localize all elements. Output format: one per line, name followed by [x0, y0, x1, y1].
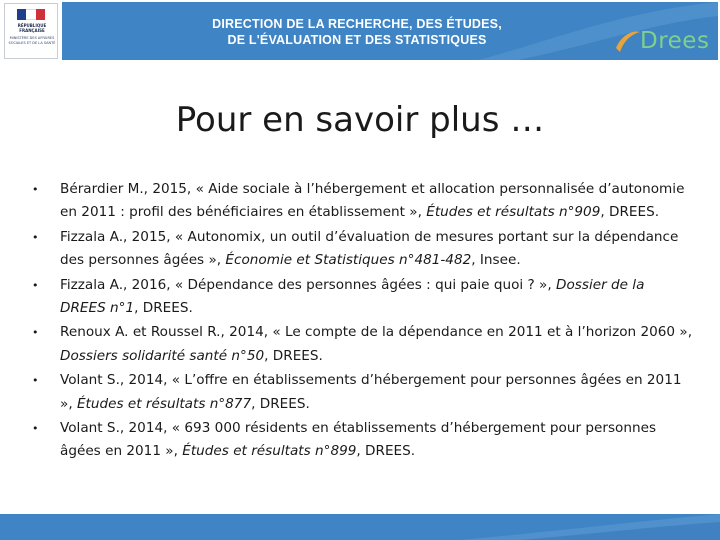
bullet-icon: •: [32, 374, 39, 388]
reference-publisher: , Insee.: [471, 252, 521, 269]
reference-text: Volant S., 2014, « L’offre en établissements d’hébergement pour personnes âgées en 2011 »,: [60, 372, 682, 412]
reference-publication: Études et résultats n°899: [182, 443, 357, 460]
reference-publication: Dossiers solidarité santé n°50: [60, 347, 265, 364]
drees-brand-logo: Drees: [640, 28, 710, 54]
reference-publication: Économie et Statistiques n°481-482: [225, 252, 472, 269]
reference-item: [32, 226, 692, 273]
ministry-text: MINISTÈRE DES AFFAIRES SOCIALES ET DE LA SANTÉ: [8, 36, 56, 45]
reference-publication: Dossier de la DREES n°1: [60, 276, 645, 317]
page-title: Pour en savoir plus …: [175, 100, 545, 140]
bullet-icon: •: [32, 326, 39, 340]
footer-band: [0, 514, 720, 540]
french-flag-icon: [17, 9, 45, 20]
reference-publication: Études et résultats n°909: [426, 204, 601, 221]
drees-swirl-icon: [612, 26, 642, 56]
reference-list: [32, 178, 692, 465]
reference-text: Renoux A. et Roussel R., 2014, « Le compte de la dépendance en 2011 et à l’horizon 2060 »,: [60, 324, 693, 341]
republic-text: RÉPUBLIQUE FRANÇAISE: [17, 23, 47, 33]
reference-item: [32, 274, 692, 321]
banner-title-line2: DE L'ÉVALUATION ET DES STATISTIQUES: [227, 33, 487, 47]
reference-publisher: , DREES.: [600, 204, 660, 221]
reference-publisher: , DREES.: [134, 300, 193, 317]
reference-publisher: , DREES.: [251, 395, 310, 412]
ministry-logo: [4, 3, 58, 59]
reference-publication: Études et résultats n°877: [76, 395, 252, 412]
bullet-icon: •: [32, 278, 39, 292]
reference-publisher: , DREES.: [356, 443, 416, 460]
banner-title-line1: DIRECTION DE LA RECHERCHE, DES ÉTUDES,: [212, 17, 502, 31]
reference-item: [32, 178, 692, 225]
reference-text: Bérardier M., 2015, « Aide sociale à l’hébergement et allocation personnalisée d’autonomie en 2011 : profil des bénéficiaires en établissement »,: [60, 181, 685, 221]
bullet-icon: •: [32, 422, 39, 436]
bullet-icon: •: [32, 183, 39, 196]
reference-text: Fizzala A., 2015, « Autonomix, un outil d’évaluation de mesures portant sur la dépendance des personnes âgées »,: [60, 228, 679, 269]
reference-item: [32, 321, 692, 368]
reference-text: Fizzala A., 2016, « Dépendance des personnes âgées : qui paie quoi ? »,: [60, 276, 556, 293]
footer-swoosh-icon: [460, 514, 720, 540]
bullet-icon: •: [32, 230, 39, 244]
header: [0, 0, 720, 62]
reference-publisher: , DREES.: [264, 347, 323, 364]
reference-item: [32, 417, 692, 464]
reference-text: Volant S., 2014, « 693 000 résidents en établissements d’hébergement pour personnes âgées en 2011 »,: [60, 420, 657, 460]
reference-item: [32, 369, 692, 416]
